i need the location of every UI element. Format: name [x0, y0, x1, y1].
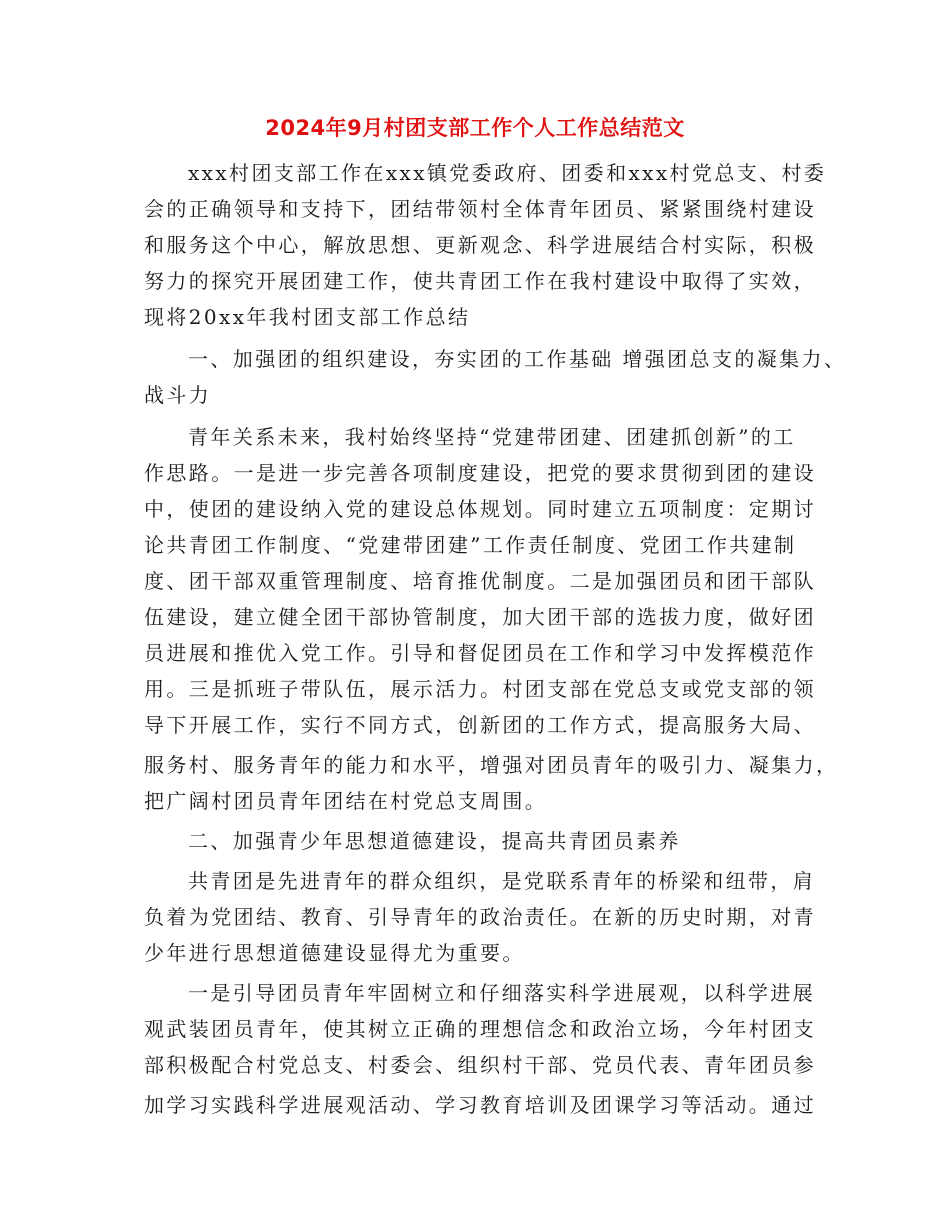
paragraph-line: 把广阔村团员青年团结在村党总支周围。: [144, 789, 548, 813]
paragraph-line: 会的正确领导和支持下，团结带领村全体青年团员、紧紧围绕村建设: [144, 197, 816, 221]
paragraph-line: 伍建设，建立健全团干部协管制度，加大团干部的选拔力度，做好团: [144, 605, 816, 629]
section-heading-line: 战斗力: [144, 383, 212, 407]
paragraph-line: 现将20xx年我村团支部工作总结: [144, 305, 471, 329]
paragraph-line: 服务村、服务青年的能力和水平，增强对团员青年的吸引力、凝集力，: [144, 753, 839, 777]
paragraph-line: 加学习实践科学进展观活动、学习教育培训及团课学习等活动。通过: [144, 1093, 816, 1117]
section-heading-line: 二、加强青少年思想道德建设，提高共青团员素养: [188, 829, 681, 853]
paragraph-line: 导下开展工作，实行不同方式，创新团的工作方式，提高服务大局、: [144, 713, 816, 737]
paragraph-line: 和服务这个中心，解放思想、更新观念、科学进展结合村实际，积极: [144, 233, 816, 257]
paragraph-line: 作思路。一是进一步完善各项制度建设，把党的要求贯彻到团的建设: [144, 461, 816, 485]
paragraph-line: 共青团是先进青年的群众组织，是党联系青年的桥梁和纽带，肩: [188, 869, 816, 893]
paragraph-line: 中，使团的建设纳入党的建设总体规划。同时建立五项制度：定期讨: [144, 497, 816, 521]
paragraph-line: 观武装团员青年，使其树立正确的理想信念和政治立场，今年村团支: [144, 1017, 816, 1041]
document-title: 2024年9月村团支部工作个人工作总结范文: [265, 116, 685, 140]
paragraph-line: 负着为党团结、教育、引导青年的政治责任。在新的历史时期，对青: [144, 905, 816, 929]
paragraph-line: 部积极配合村党总支、村委会、组织村干部、党员代表、青年团员参: [144, 1053, 816, 1077]
paragraph-line: 员进展和推优入党工作。引导和督促团员在工作和学习中发挥模范作: [144, 641, 816, 665]
paragraph-line: 度、团干部双重管理制度、培育推优制度。二是加强团员和团干部队: [144, 569, 816, 593]
section-heading-line: 一、加强团的组织建设，夯实团的工作基础 增强团总支的凝集力、: [188, 347, 847, 371]
paragraph-line: 一是引导团员青年牢固树立和仔细落实科学进展观，以科学进展: [188, 981, 816, 1005]
paragraph-line: 用。三是抓班子带队伍，展示活力。村团支部在党总支或党支部的领: [144, 677, 816, 701]
paragraph-line: 青年关系未来，我村始终坚持“党建带团建、团建抓创新”的工: [188, 425, 796, 449]
paragraph-line: xxx村团支部工作在xxx镇党委政府、团委和xxx村党总支、村委: [188, 161, 827, 185]
paragraph-line: 努力的探究开展团建工作，使共青团工作在我村建设中取得了实效，: [144, 269, 816, 293]
paragraph-line: 少年进行思想道德建设显得尤为重要。: [144, 941, 525, 965]
paragraph-line: 论共青团工作制度、“党建带团建”工作责任制度、党团工作共建制: [144, 533, 797, 557]
